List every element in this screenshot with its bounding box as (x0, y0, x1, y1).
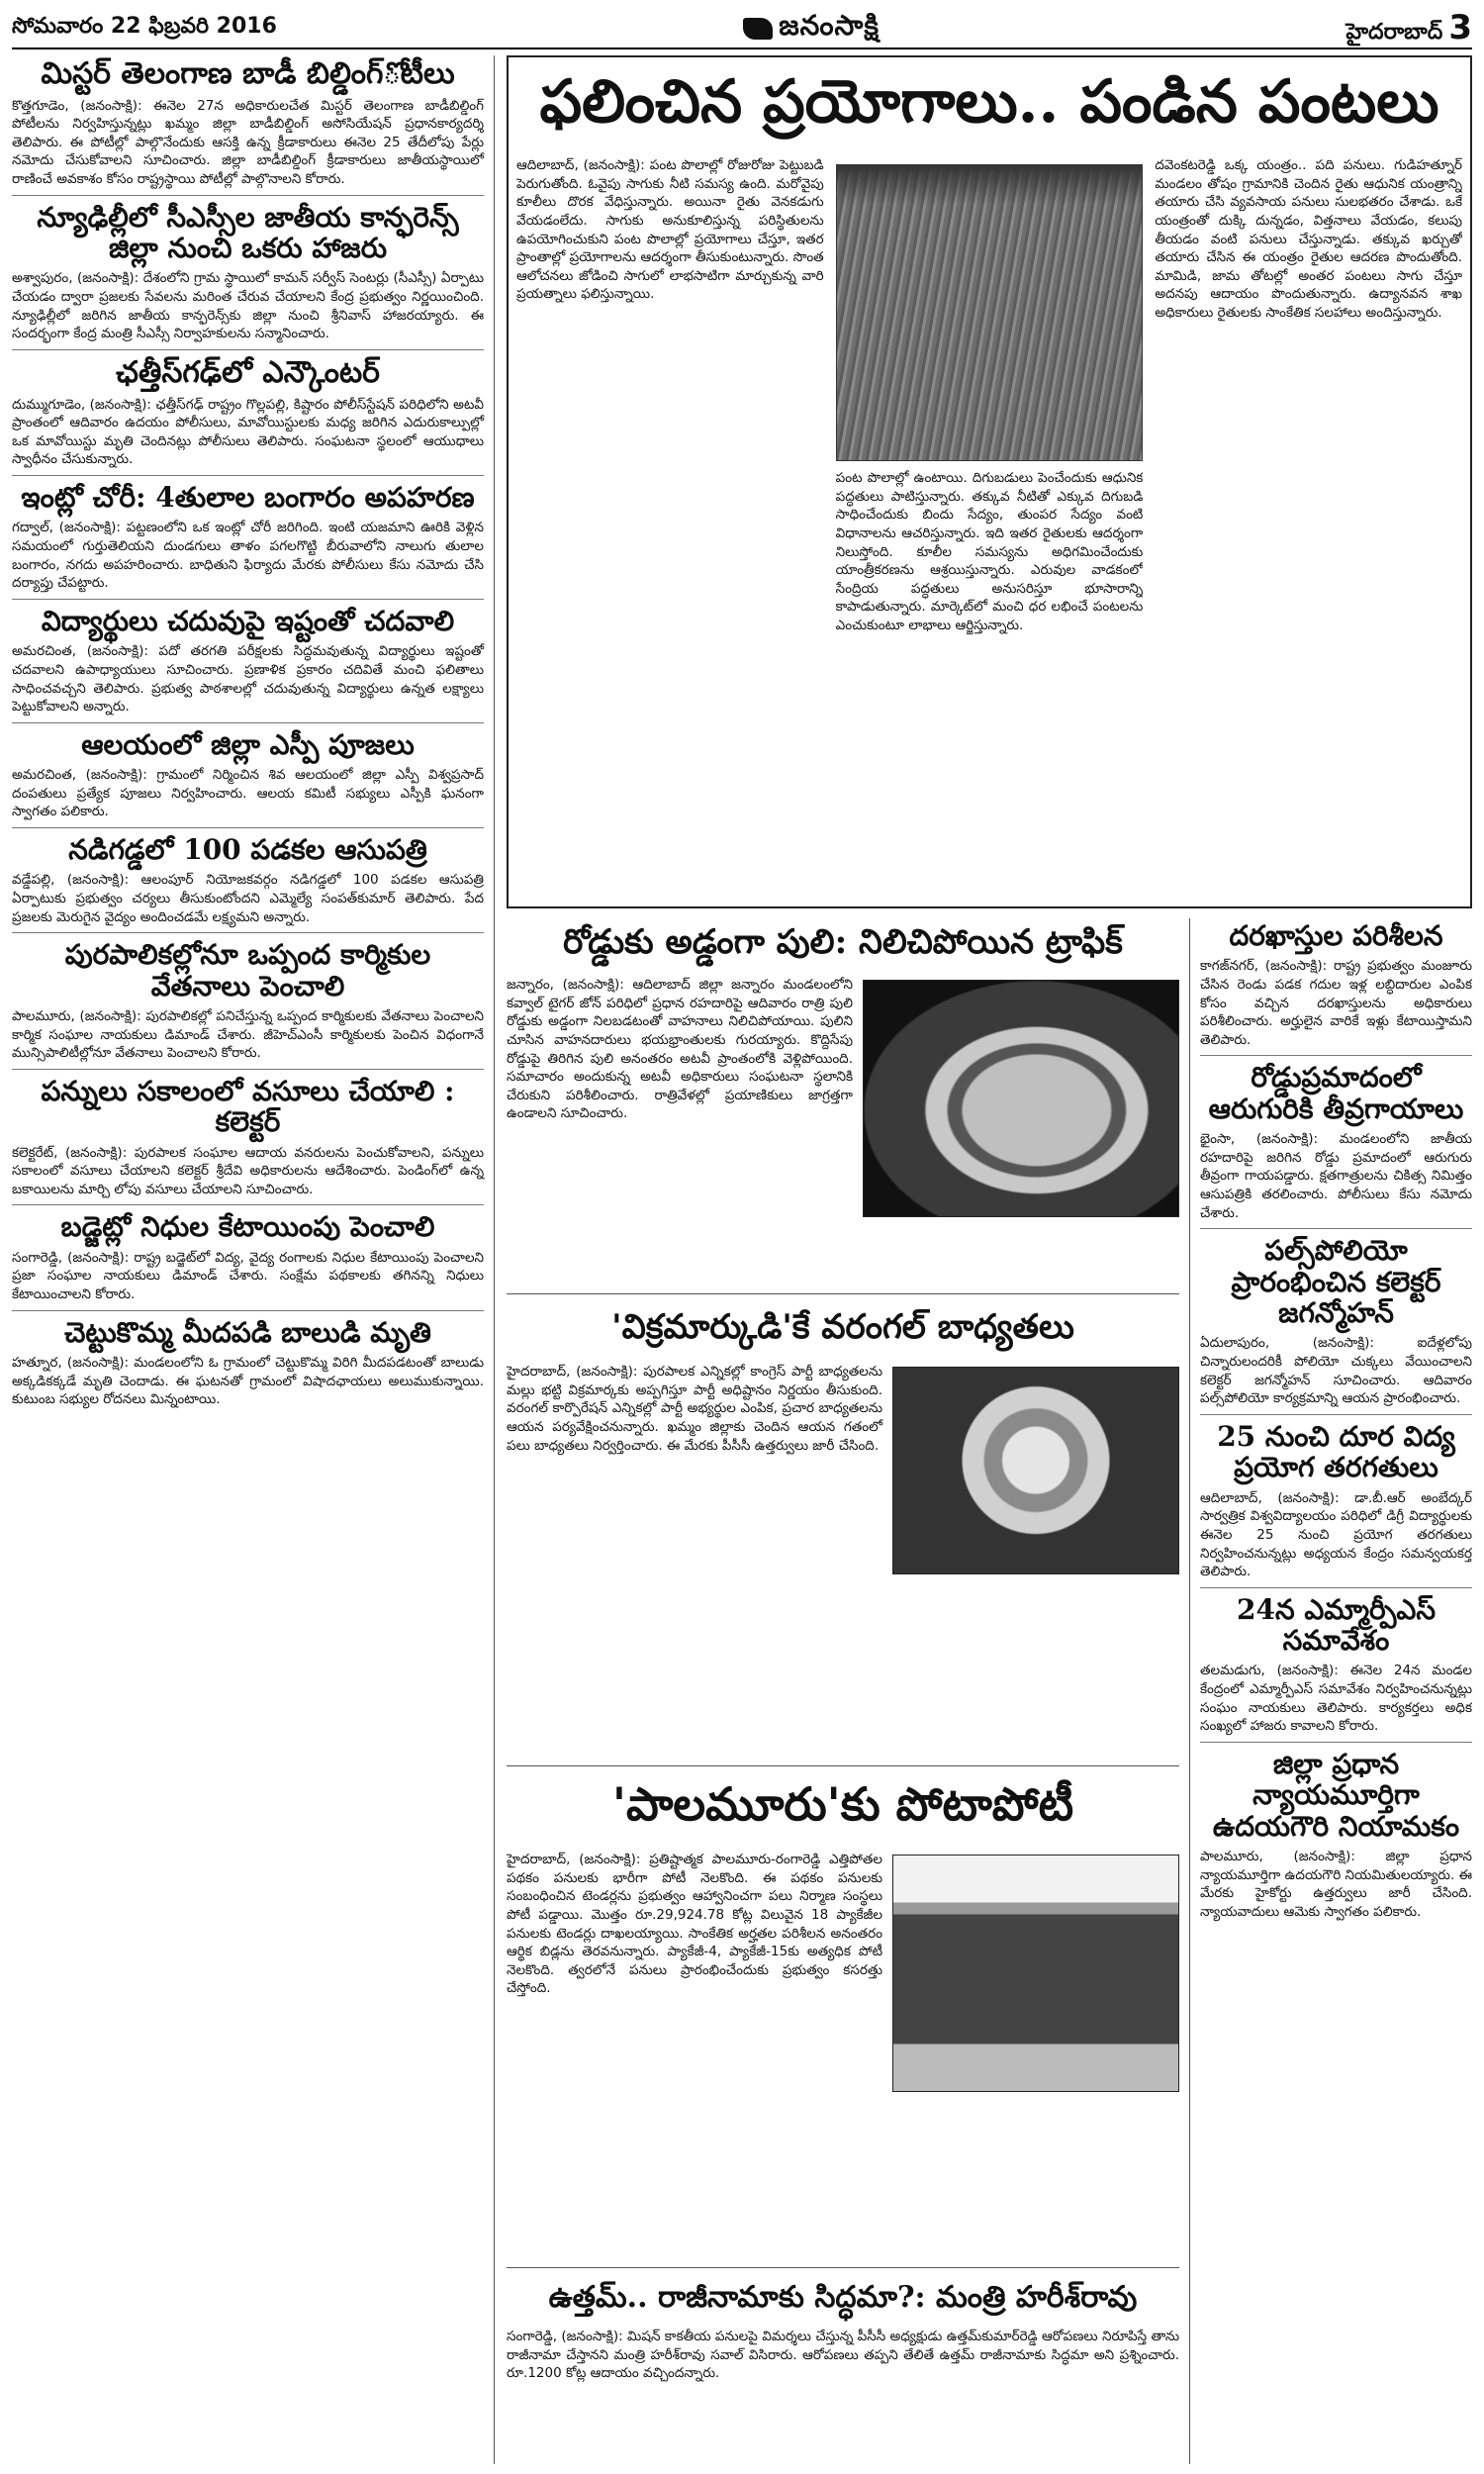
story-budget (12, 1211, 484, 1303)
divider (12, 1310, 484, 1311)
story-pulse-polio (1200, 1235, 1472, 1408)
headline: నడిగడ్డలో 100 పడకల ఆసుపత్రి (68, 832, 427, 866)
story-judge-appointment (1200, 1749, 1472, 1922)
story-hospital (12, 834, 484, 926)
headline: 'విక్రమార్కుడి'కే వరంగల్ బాధ్యతలు (611, 1307, 1074, 1347)
headline: బడ్జెట్లో నిధుల కేటాయింపు పెంచాలి (60, 1210, 435, 1244)
headline: ఛత్తీస్‌గఢ్‌లో ఎన్కౌంటర్ (116, 354, 380, 390)
story-applications (1200, 920, 1472, 1049)
headline: మిస్టర్ తెలంగాణ బాడీ బిల్డింగ్‌ోటీలు (41, 56, 455, 91)
left-column (12, 55, 495, 2464)
divider (12, 827, 484, 828)
story-encounter (12, 356, 484, 469)
story-body: హైదరాబాద్, (జనంసాక్షి): పురపాలక ఎన్నికల్లో కాంగ్రెస్ పార్టీ బాధ్యతలను మల్లు భట్టి విక్రమార్కకు అప్పగిస్తూ పార్టీ అధిష్టానం నిర్ణయం తీసుకుంది. వరంగల్ కార్పొరేషన్ ఎన్నికల్లో పార్టీ అభ్యర్థుల ఎంపిక, ప్రచార బాధ్యతలను ఆయన పర్యవేక్షించనున్నారు. ఖమ్మం జిల్లాకు చెందిన ఆయన గతంలో పలు బాధ్యతలు నిర్వర్తించారు. ఈ మేరకు పీసీసీ ఉత్తర్వులు జారీ చేసింది. (507, 1364, 882, 1454)
lead-text-3: దవెంకటరెడ్డి ఒక్క యంత్రం.. పది పనులు. గుడిహత్నూర్ మండలం తోషం గ్రామానికి చెందిన రైతు ఆధునిక యంత్రాన్ని తయారు చేసి వ్యవసాయ పనులు సులభతరం చేశాడు. ఒకే యంత్రంతో దుక్కి దున్నడం, విత్తనాలు వేయడం, కలుపు తీయడం వంటి పనులు చేస్తున్నాడు. తక్కువ ఖర్చుతో తయారు చేసిన ఈ యంత్రం రైతుల ఆదరణ పొందుతోంది. మామిడి, జామ తోటల్లో అంతర పంటలు సాగు చేస్తూ అదనపు ఆదాయం పొందుతున్నారు. ఉద్యానవన శాఖ అధికారులు రైతులకు సాంకేతిక సలహాలు అందిస్తున్నారు. (1155, 157, 1463, 321)
vikramarka-story (507, 1301, 1179, 1766)
divider (1200, 1414, 1472, 1415)
leader-portrait-photo (892, 1367, 1179, 1574)
divider (12, 932, 484, 933)
headline: ఉత్తమ్.. రాజీనామాకు సిద్ధమా?: మంత్రి హరీశ్‌రావు (548, 2280, 1138, 2315)
page-number: 3 (1448, 8, 1472, 48)
story-body: అమరచింత, (జనంసాక్షి): గ్రామంలో నిర్మించిన శివ ఆలయంలో జిల్లా ఎస్పీ విశ్వప్రసాద్ దంపతులు ప్రత్యేక పూజలు నిర్వహించారు. ఆలయ కమిటీ సభ్యులు ఎస్పీకి ఘనంగా స్వాగతం పలికారు. (12, 767, 484, 820)
lead-col-1 (516, 156, 824, 889)
story-body: హత్నూర, (జనంసాక్షి): మండలంలోని ఓ గ్రామంలో చెట్టుకొమ్మ విరిగి మీదపడటంతో బాలుడు అక్కడికక్కడే మృతి చెందాడు. ఈ ఘటనతో గ్రామంలో విషాదఛాయలు అలుముకున్నాయి. కుటుంబ సభ్యుల రోదనలు మిన్నంటాయి. (12, 1355, 484, 1408)
divider (1200, 1055, 1472, 1056)
lead-col-3 (1155, 156, 1462, 889)
story-body: జన్నారం, (జనంసాక్షి): ఆదిలాబాద్ జిల్లా జన్నారం మండలంలోని కవ్వాల్ టైగర్ జోన్ పరిధిలో ప్రధాన రహదారిపై ఆదివారం రాత్రి పులి రోడ్డుకు అడ్డంగా నిలబడటంతో వాహనాలు నిలిచిపోయాయి. పులిని చూసిన వాహనదారులు భయభ్రాంతులకు గురయ్యారు. కొద్దిసేపు రోడ్డుపై తిరిగిన పులి అనంతరం అటవీ ప్రాంతంలోకి వెళ్లిపోయింది. సమాచారం అందుకున్న అటవీ అధికారులు సంఘటనా స్థలానికి చేరుకుని పరిశీలించారు. రాత్రివేళల్లో ప్రయాణికులు జాగ్రత్తగా ఉండాలని సూచించారు. (507, 977, 853, 1122)
tiger-photo (863, 980, 1179, 1217)
lead-text-1: ఆదిలాబాద్, (జనంసాక్షి): పంట పొలాల్లో రోజురోజు పెట్టుబడి పెరుగుతోంది. ఓవైపు సాగుకు నీటి సమస్య ఉంది. మరోవైపు కూలీలు దొరక వేధిస్తున్నారు. అయినా రైతు వెనకడుగు వేయడంలేదు. సాగుకు అనుకూలిస్తున్న పరిస్థితులను ఉపయోగించుకుని పంట పొలాల్లో ప్రయోగాలు చేస్తూ, ఇతర ప్రాంతాల్లో ప్రయోగాలను ఆదర్శంగా తీసుకుంటున్నారు. సొంత ఆలోచనలు జోడించి సాగులో లాభసాటిగా మార్చుకున్న వారి ప్రయత్నాలు ఫలిస్తున్నాయి. (516, 157, 824, 303)
palamuru-story (507, 1773, 1179, 2268)
headline: రోడ్డుప్రమాదంలో ఆరుగురికి తీవ్రగాయాలు (1208, 1061, 1464, 1125)
paper-logo (743, 9, 880, 48)
story-distance-education (1200, 1421, 1472, 1581)
logo-icon (743, 18, 773, 40)
story-body: దుమ్ముగూడెం, (జనంసాక్షి): ఛత్తీస్‌గఢ్ రాష్ట్రం గొల్లపల్లి, కిష్టారం పోలీస్‌స్టేషన్ పరిధిలోని అటవీ ప్రాంతంలో ఆదివారం ఉదయం పోలీసులు, మావోయిస్టులకు మధ్య జరిగిన ఎదురుకాల్పుల్లో ఒక మావోయిస్టు మృతి చెందినట్లు పోలీసులు తెలిపారు. సంఘటనా స్థలంలో ఆయుధాలు స్వాధీనం చేసుకున్నారు. (12, 396, 484, 468)
headline: జిల్లా ప్రధాన న్యాయమూర్తిగా ఉదయగౌరి నియామకం (1212, 1747, 1460, 1843)
divider (12, 1204, 484, 1205)
divider (12, 349, 484, 350)
divider (12, 1069, 484, 1070)
city-name: హైదరాబాద్ (1345, 20, 1443, 45)
headline: విద్యార్థులు చదువుపై ఇష్టంతో చదవాలి (41, 604, 455, 637)
divider (12, 475, 484, 476)
story-students (12, 606, 484, 716)
story-body: గద్వాల్, (జనంసాక్షి): పట్టణంలోని ఒక ఇంట్లో చోరీ జరిగింది. ఇంటి యజమాని ఊరికి వెళ్లిన సమయంలో గుర్తుతెలియని దుండగులు తాళం పగలగొట్టి బీరువాలోని నాలుగు తులాల బంగారం, నగదు అపహరించారు. బాధితుని ఫిర్యాదు మేరకు పోలీసులు కేసు నమోదు చేసి దర్యాప్తు చేపట్టారు. (12, 520, 484, 592)
headline: 24న ఎమ్మార్పీఎస్ సమావేశం (1237, 1592, 1436, 1658)
headline: చెట్టుకొమ్మ మీదపడి బాలుడి మృతి (64, 1315, 431, 1349)
headline: 25 నుంచి దూర విద్య ప్రయోగ తరగతులు (1217, 1419, 1455, 1484)
story-sp-temple (12, 729, 484, 821)
story-theft (12, 482, 484, 593)
headline: న్యూఢిల్లీలో సీఎస్సీల జాతీయ కాన్ఫరెన్స్ జిల్లా నుంచి ఒకరు హాజరు (37, 200, 459, 265)
story-body: భైంసా, (జనంసాక్షి): మండలంలోని జాతీయ రహదారిపై జరిగిన రోడ్డు ప్రమాదంలో ఆరుగురు తీవ్రంగా గాయపడ్డారు. క్షతగాత్రులను చికిత్స నిమిత్తం ఆసుపత్రికి తరలించారు. పోలీసులు కేసు నమోదు చేశారు. (1200, 1131, 1472, 1221)
story-body: కలెక్టరేట్, (జనంసాక్షి): పురపాలక సంఘాల ఆదాయ వనరులను పెంచుకోవాలని, పన్నులు సకాలంలో వసూలు చేయాలని కలెక్టర్ శ్రీదేవి అధికారులను ఆదేశించారు. పెండింగ్‌లో ఉన్న బకాయిలను మార్చి లోపు వసూలు చేయాలని సూచించారు. (12, 1144, 484, 1197)
story-body: అమరచింత, (జనంసాక్షి): పదో తరగతి పరీక్షలకు సిద్ధమవుతున్న విద్యార్థులు ఇష్టంతో చదవాలని ఉపాధ్యాయులు సూచించారు. ప్రణాళిక ప్రకారం చదివితే మంచి ఫలితాలు సాధించవచ్చని తెలిపారు. ప్రభుత్వ పాఠశాలల్లో చదువుతున్న విద్యార్థులు ఉన్నత లక్ష్యాలు పెట్టుకోవాలని అన్నారు. (12, 643, 484, 715)
story-body: అశ్వాపురం, (జనంసాక్షి): దేశంలోని గ్రామ స్థాయిలో కామన్ సర్వీస్ సెంటర్లు (సీఎస్సీ) ఏర్పాటు చేయడం ద్వారా ప్రజలకు సేవలను మరింత చేరువ చేయాలని కేంద్ర ప్రభుత్వం నిర్ణయించింది. న్యూఢిల్లీలో జరిగిన జాతీయ కాన్ఫరెన్స్‌కు జిల్లా నుంచి శ్రీనివాస్ హాజరయ్యారు. ఈ సందర్భంగా కేంద్ర మంత్రి సీఎస్సీ నిర్వాహకులను సన్మానించారు. (12, 270, 484, 342)
lead-col-2 (836, 156, 1144, 889)
headline: ఇంట్లో చోరీ: 4తులాల బంగారం అపహరణ (21, 481, 475, 515)
story-body: కాగజ్‌నగర్, (జనంసాక్షి): రాష్ట్ర ప్రభుత్వం మంజూరు చేసిన రెండు పడక గదుల ఇళ్ల లబ్ధిదారుల ఎంపిక కోసం వచ్చిన దరఖాస్తులను అధికారులు పరిశీలించారు. అర్హులైన వారికే ఇళ్లు కేటాయిస్తామని తెలిపారు. (1200, 958, 1472, 1048)
story-body: కొత్తగూడెం, (జనంసాక్షి): ఈనెల 27న అధికారులచేత మిస్టర్ తెలంగాణ బాడీబిల్డింగ్ పోటీలను నిర్వహిస్తున్నట్లు ఖమ్మం జిల్లా బాడీబిల్డింగ్ అసోసియేషన్ ప్రధానకార్యదర్శి తెలిపారు. ఈ పోటీల్లో పాల్గొనేందుకు ఆసక్తి ఉన్న క్రీడాకారులు ఈనెల 25 తేదీలోపు పేర్లు నమోదు చేసుకోవాలని సూచించారు. జిల్లా బాడీబిల్డింగ్ క్రీడాకారులు జాతీయస్థాయిలో రాణించే అవకాశం కోసం రాష్ట్రస్థాయి పోటీల్లో పాల్గొనాలని కోరారు. (12, 97, 484, 188)
story-tax-collection (12, 1076, 484, 1199)
headline: దరఖాస్తుల పరిశీలన (1229, 919, 1443, 952)
divider (1200, 1587, 1472, 1588)
right-column (1189, 918, 1472, 2464)
story-bodybuilding (12, 57, 484, 189)
uttam-story (507, 2276, 1179, 2464)
headline: రోడ్డుకు అడ్డంగా పులి: నిలిచిపోయిన ట్రాఫిక్ (563, 922, 1123, 962)
crop-field-photo (836, 164, 1144, 461)
edition-city (1345, 8, 1472, 49)
divider (12, 599, 484, 600)
divider (12, 195, 484, 196)
headline: పన్నులు సకాలంలో వసూలు చేయాలి : కలెక్టర్ (41, 1074, 455, 1139)
story-csc-conference (12, 202, 484, 343)
paper-name: జనంసాక్షి (779, 9, 881, 42)
project-photo (892, 1855, 1179, 2092)
headline: పల్స్‌పోలియో ప్రారంభించిన కలెక్టర్ జగన్మోహన్ (1231, 1234, 1441, 1330)
story-boy-death (12, 1317, 484, 1409)
lead-columns (516, 156, 1462, 889)
story-body: సంగారెడ్డి, (జనంసాక్షి): రాష్ట్ర బడ్జెట్‌లో విద్య, వైద్య రంగాలకు నిధుల కేటాయింపు పెంచాలని ప్రజా సంఘాల నాయకులు డిమాండ్ చేశారు. సంక్షేమ పథకాలకు తగినన్ని నిధులు కేటాయించాలని కోరారు. (12, 1249, 484, 1303)
tiger-story (507, 918, 1179, 1294)
story-body: వడ్డేపల్లి, (జనంసాక్షి): ఆలంపూర్ నియోజకవర్గం నడిగడ్డలో 100 పడకల ఆసుపత్రి ఏర్పాటుకు ప్రభుత్వం చర్యలు తీసుకుంటోందని ఎమ్మెల్యే సంపత్‌కుమార్ తెలిపారు. పేద ప్రజలకు మెరుగైన వైద్యం అందించడమే లక్ష్యమని అన్నారు. (12, 872, 484, 925)
headline: ఆలయంలో జిల్లా ఎస్పీ పూజలు (81, 727, 415, 761)
headline: పురపాలికల్లోనూ ఒప్పంద కార్మికుల వేతనాలు పెంచాలి (64, 938, 431, 1002)
story-mrps-meeting (1200, 1594, 1472, 1736)
masthead-bar (12, 10, 1472, 49)
story-body: ఏదులాపురం, (జనంసాక్షి): ఐదేళ్లలోపు చిన్నారులందరికీ పోలియో చుక్కలు వేయించాలని కలెక్టర్ జగన్మోహన్ సూచించారు. ఆదివారం పల్స్‌పోలియో కార్యక్రమాన్ని ఆయన ప్రారంభించారు. (1200, 1335, 1472, 1407)
story-body: పాలమూరు, (జనంసాక్షి): పురపాలికల్లో పనిచేస్తున్న ఒప్పంద కార్మికులకు వేతనాలు పెంచాలని కార్మిక సంఘాల నాయకులు డిమాండ్ చేశారు. జీహెచ్ఎంసీ కార్మికులకు పెంచిన విధంగానే మున్సిపాలిటీల్లోనూ వేతనాలు పెంచాలని కోరారు. (12, 1007, 484, 1062)
story-body: సంగారెడ్డి, (జనంసాక్షి): మిషన్ కాకతీయ పనులపై విమర్శలు చేస్తున్న పీసీసీ అధ్యక్షుడు ఉత్తమ్‌కుమార్‌రెడ్డి ఆరోపణలు నిరూపిస్తే తాను రాజీనామా చేస్తానని మంత్రి హరీశ్‌రావు సవాల్ విసిరారు. ఆరోపణలు తప్పని తేలితే ఉత్తమ్ రాజీనామాకు సిద్ధమా అని ప్రశ్నించారు. రూ.1200 కోట్ల ఆదాయం వచ్చిందన్నారు. (507, 2329, 1179, 2382)
divider (1200, 1742, 1472, 1743)
story-road-accident (1200, 1062, 1472, 1222)
story-body: తలమడుగు, (జనంసాక్షి): ఈనెల 24న మండల కేంద్రంలో ఎమ్మార్పీఎస్ సమావేశం నిర్వహించనున్నట్లు సంఘం నాయకులు తెలిపారు. కార్యకర్తలు అధిక సంఖ్యలో హాజరు కావాలని కోరారు. (1200, 1663, 1472, 1735)
divider (12, 722, 484, 723)
story-body: హైదరాబాద్, (జనంసాక్షి): ప్రతిష్టాత్మక పాలమూరు-రంగారెడ్డి ఎత్తిపోతల పథకం పనులకు భారీగా పోటీ నెలకొంది. ఈ పథకం పనులకు సంబంధించిన టెండర్లను ప్రభుత్వం ఆహ్వానించగా పలు నిర్మాణ సంస్థలు పోటీ పడ్డాయి. మొత్తం రూ.29,924.78 కోట్ల విలువైన 18 ప్యాకేజీల పనులకు టెండర్లు దాఖలయ్యాయి. సాంకేతిక అర్హతల పరిశీలన అనంతరం ఆర్థిక బిడ్లను తెరవనున్నారు. ప్యాకేజీ-4, ప్యాకేజీ-15కు అత్యధిక పోటీ నెలకొంది. త్వరలోనే పనులు ప్రారంభించేందుకు ప్రభుత్వం కసరత్తు చేస్తోంది. (507, 1852, 882, 1997)
story-body: ఆదిలాబాద్, (జనంసాక్షి): డా.బీ.ఆర్ అంబేద్కర్ సార్వత్రిక విశ్వవిద్యాలయం పరిధిలో డిగ్రీ విద్యార్థులకు ఈనెల 25 నుంచి ప్రయోగ తరగతులు నిర్వహించనున్నట్లు అధ్యయన కేంద్రం సమన్వయకర్త తెలిపారు. (1200, 1489, 1472, 1580)
issue-date: సోమవారం 22 ఫిబ్రవరి 2016 (12, 14, 277, 39)
headline: 'పాలమూరు'కు పోటాపోటీ (611, 1777, 1074, 1831)
lead-text-2: పంట పొలాల్లో ఉంటాయి. దిగుబడులు పెంచేందుకు ఆధునిక పద్ధతులు పాటిస్తున్నారు. తక్కువ నీటితో ఎక్కువ దిగుబడి సాధించేందుకు బిందు సేద్యం, తుంపర సేద్యం వంటి విధానాలను ఆచరిస్తున్నారు. ఇది ఇతర రైతులకు ఆదర్శంగా నిలుస్తోంది. కూలీల సమస్యను అధిగమించేందుకు యాంత్రీకరణను ఆశ్రయిస్తున్నారు. ఎరువుల వాడకంలో సేంద్రియ పద్ధతులు అనుసరిస్తూ భూసారాన్ని కాపాడుతున్నారు. మార్కెట్‌లో మంచి ధర లభించే పంటలను ఎంచుకుంటూ లాభాలు ఆర్జిస్తున్నారు. (835, 470, 1144, 633)
story-body: పాలమూరు, (జనంసాక్షి): జిల్లా ప్రధాన న్యాయమూర్తిగా ఉదయగౌరి నియమితులయ్యారు. ఈ మేరకు హైకోర్టు ఉత్తర్వులు జారీ చేసింది. న్యాయవాదులు ఆమెకు స్వాగతం పలికారు. (1200, 1849, 1472, 1920)
divider (1200, 1228, 1472, 1229)
lead-story (507, 55, 1472, 908)
story-contract-workers (12, 939, 484, 1063)
lead-headline: ఫలించిన ప్రయోగాలు.. పండిన పంటలు (539, 67, 1439, 137)
newspaper-page (12, 10, 1472, 2464)
